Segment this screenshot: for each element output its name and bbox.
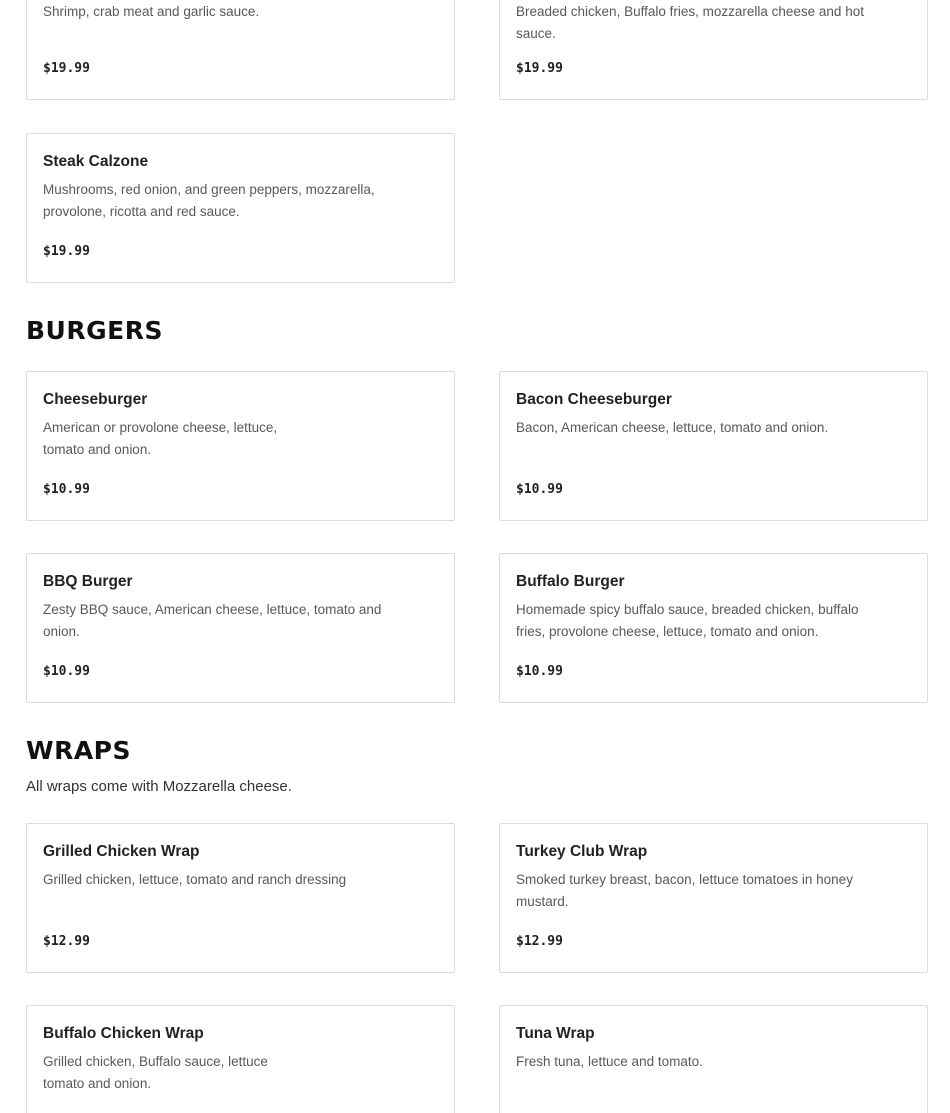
menu-item-card[interactable] (499, 1005, 928, 1113)
item-description: Zesty BBQ sauce, American cheese, lettuce, tomato and onion. (43, 602, 382, 639)
item-name: Turkey Club Wrap (516, 843, 648, 860)
item-name: Tuna Wrap (516, 1025, 595, 1042)
item-description: American or provolone cheese, lettuce, tomato and onion. (43, 420, 278, 457)
item-name: Cheeseburger (43, 391, 148, 408)
section-title-burgers: BURGERS (26, 316, 163, 345)
menu-item-card[interactable] (26, 371, 455, 521)
menu-item-card[interactable] (26, 1005, 455, 1113)
item-price: $19.99 (43, 244, 90, 259)
menu-item-card[interactable] (26, 823, 455, 973)
item-name: Buffalo Burger (516, 573, 625, 590)
item-description: Smoked turkey breast, bacon, lettuce tomatoes in honey mustard. (516, 872, 853, 909)
menu-item-card[interactable] (26, 553, 455, 703)
item-price: $10.99 (516, 664, 563, 679)
item-price: $19.99 (43, 61, 90, 76)
section-note: All wraps come with Mozzarella cheese. (26, 778, 292, 795)
item-name: Grilled Chicken Wrap (43, 843, 200, 860)
item-price: $19.99 (516, 61, 563, 76)
menu-item-card[interactable] (499, 371, 928, 521)
menu-item-card[interactable] (26, 133, 455, 283)
item-description: Fresh tuna, lettuce and tomato. (516, 1054, 703, 1069)
item-description: Bacon, American cheese, lettuce, tomato and onion. (516, 420, 829, 435)
item-price: $12.99 (516, 934, 563, 949)
item-description: Breaded chicken, Buffalo fries, mozzarella cheese and hot sauce. (516, 4, 864, 41)
item-name: Bacon Cheeseburger (516, 391, 672, 408)
item-price: $12.99 (43, 934, 90, 949)
item-price: $10.99 (43, 664, 90, 679)
item-name: BBQ Burger (43, 573, 133, 590)
menu-item-card[interactable] (499, 823, 928, 973)
item-name: Steak Calzone (43, 153, 149, 170)
item-description: Grilled chicken, Buffalo sauce, lettuce tomato and onion. (43, 1054, 268, 1091)
item-description: Shrimp, crab meat and garlic sauce. (43, 4, 260, 19)
section-title-wraps: WRAPS (26, 736, 132, 765)
item-description: Mushrooms, red onion, and green peppers, mozzarella, provolone, ricotta and red sauce. (43, 182, 375, 219)
item-description: Grilled chicken, lettuce, tomato and ranch dressing (43, 872, 347, 887)
item-description: Homemade spicy buffalo sauce, breaded chicken, buffalo fries, provolone cheese, lettuce, tomato and onion. (516, 602, 859, 639)
menu-item-card[interactable] (499, 0, 928, 100)
item-price: $10.99 (516, 482, 563, 497)
item-price: $10.99 (43, 482, 90, 497)
menu-item-card[interactable] (499, 553, 928, 703)
item-name: Buffalo Chicken Wrap (43, 1025, 204, 1042)
menu-item-card[interactable] (26, 0, 455, 100)
